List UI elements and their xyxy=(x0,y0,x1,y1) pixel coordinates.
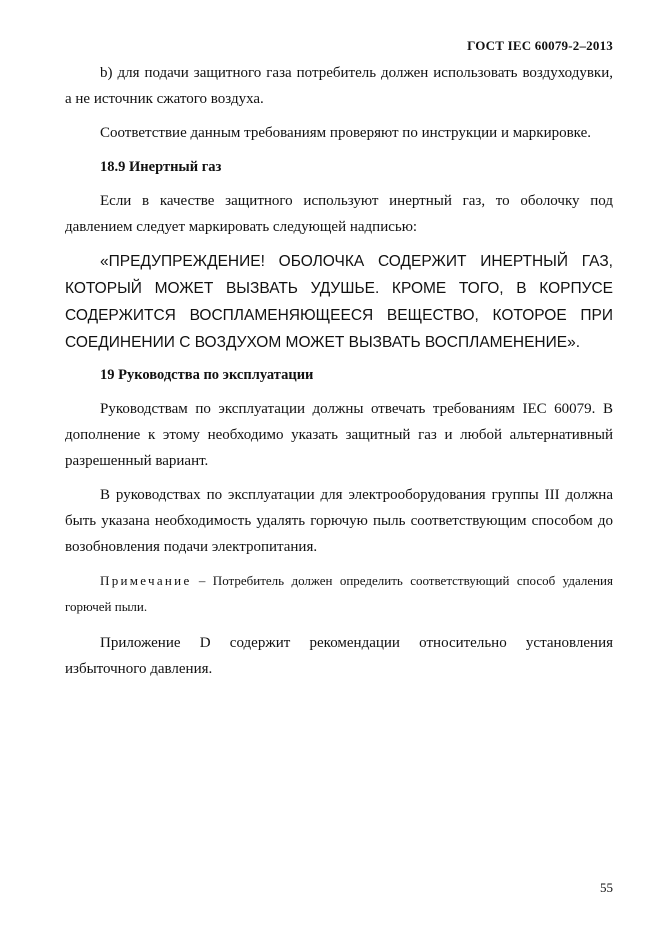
section-heading-19: 19 Руководства по эксплуатации xyxy=(100,367,314,383)
paragraph-inert-gas: Если в качестве защитного используют инертный газ, то оболочку под давлением следует маркировать следующей надписью: xyxy=(65,193,613,235)
paragraph-group-iii: В руководствах по эксплуатации для электрооборудования группы III должна быть указана необходимость удалять горючую пыль соответствующим способом до возобновления подачи электропитания. xyxy=(65,487,613,555)
paragraph-blowers: b) для подачи защитного газа потребитель должен использовать воздуходувки, а не источник сжатого воздуха. xyxy=(65,65,613,107)
paragraph-manuals: Руководствам по эксплуатации должны отвечать требованиям IEC 60079. В дополнение к этому необходимо указать защитный газ и любой альтернативный разрешенный вариант. xyxy=(65,401,613,469)
warning-inscription: «ПРЕДУПРЕЖДЕНИЕ! ОБОЛОЧКА СОДЕРЖИТ ИНЕРТНЫЙ ГАЗ, КОТОРЫЙ МОЖЕТ ВЫЗВАТЬ УДУШЬЕ. КРОМЕ ТОГО, В КОРПУСЕ СОДЕРЖИТСЯ ВОСПЛАМЕНЯЮЩЕЕСЯ ВЕЩЕСТВО, КОТОРОЕ ПРИ СОЕДИНЕНИИ С ВОЗДУХОМ МОЖЕТ ВЫЗВАТЬ ВОСПЛАМЕНЕНИЕ». xyxy=(65,253,613,351)
document-header: ГОСТ IEC 60079-2–2013 xyxy=(467,38,613,53)
paragraph-annex-d: Приложение D содержит рекомендации относительно установления избыточного давления. xyxy=(65,635,613,677)
page-number: 55 xyxy=(600,880,613,895)
page-content xyxy=(65,60,613,690)
section-heading-18-9: 18.9 Инертный газ xyxy=(100,159,222,175)
note xyxy=(65,568,613,620)
note-text: – Потребитель должен определить соответствующий способ удаления горючей пыли. xyxy=(65,573,613,614)
paragraph-compliance: Соответствие данным требованиям проверяют по инструкции и маркировке. xyxy=(100,125,592,141)
note-label: Примечание xyxy=(100,573,192,588)
